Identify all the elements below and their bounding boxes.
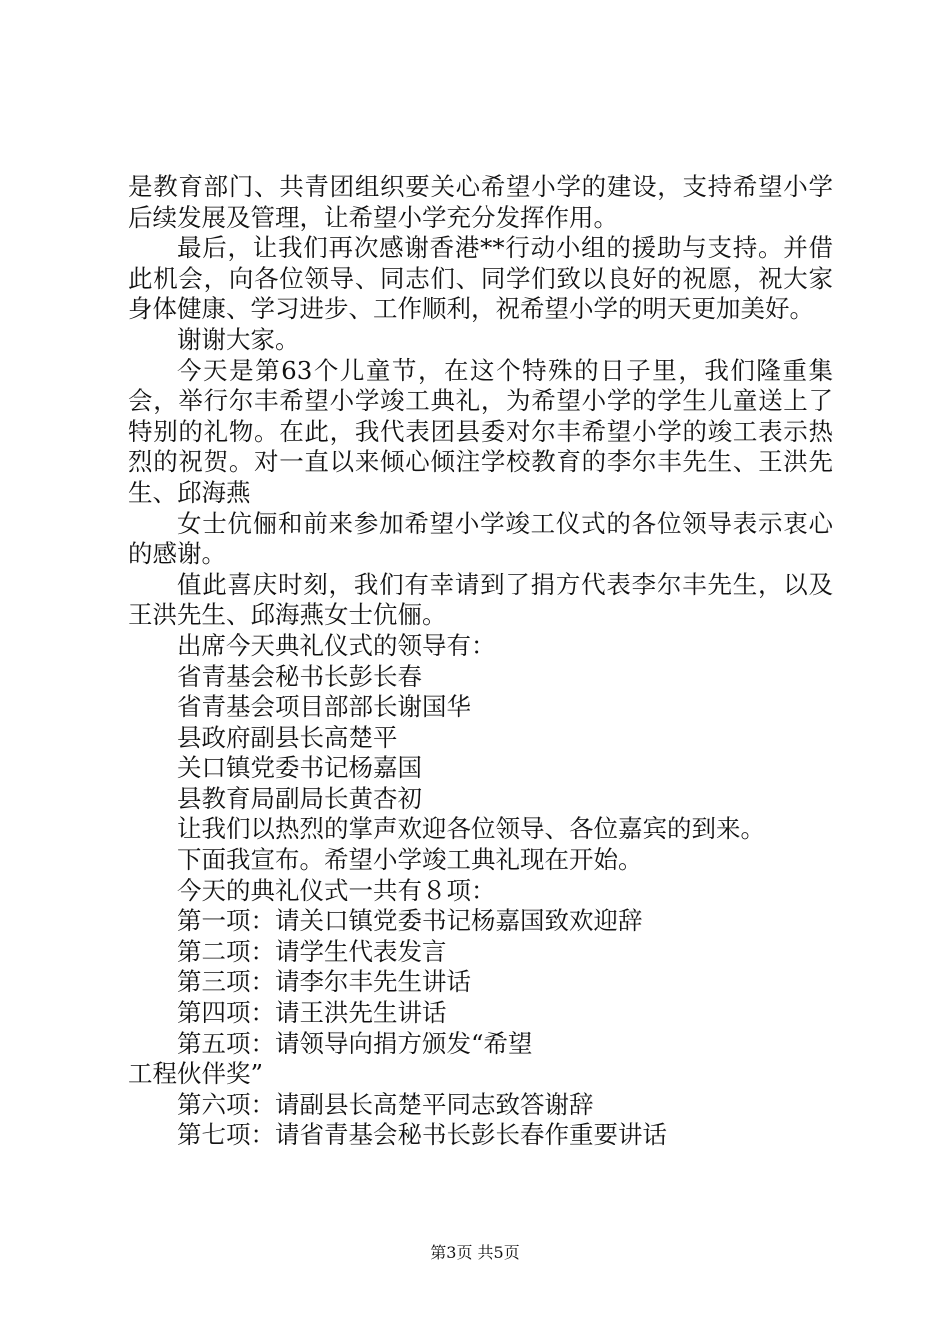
agenda-item: 第四项：请王洪先生讲话 [177, 998, 447, 1028]
agenda-item: 第六项：请副县长高楚平同志致答谢辞 [177, 1089, 594, 1119]
announcement-line: 下面我宣布。希望小学竣工典礼现在开始。 [177, 845, 643, 875]
agenda-item: 第一项：请关口镇党委书记杨嘉国致欢迎辞 [177, 906, 643, 936]
paragraph-opening: 今天是第63个儿童节，在这个特殊的日子里，我们隆重集会，举行尔丰希望小学竣工典礼，为希望小学的学生儿童送上了特别的礼物。在此，我代表团县委对尔丰希望小学的竣工表示热烈的祝贺。对一直以来倾心倾注学校教育的李尔丰先生、王洪先生、邱海燕 [128, 355, 833, 507]
leader-line: 关口镇党委书记杨嘉国 [177, 753, 422, 783]
leaders-intro-line: 出席今天典礼仪式的领导有： [177, 630, 496, 660]
page-footer: 第3页 共5页 [430, 1243, 520, 1262]
agenda-item: 第三项：请李尔丰先生讲话 [177, 967, 471, 997]
agenda-intro-line: 今天的典礼仪式一共有８项： [177, 875, 496, 905]
agenda-item-continuation: 工程伙伴奖” [128, 1059, 264, 1089]
paragraph-continued: 是教育部门、共青团组织要关心希望小学的建设，支持希望小学后续发展及管理，让希望小学充分发挥作用。 [128, 172, 833, 232]
leader-line: 省青基会项目部部长谢国华 [177, 692, 471, 722]
agenda-item: 第二项：请学生代表发言 [177, 936, 447, 966]
paragraph-gratitude: 女士伉俪和前来参加希望小学竣工仪式的各位领导表示衷心的感谢。 [128, 508, 833, 569]
leader-line: 县教育局副局长黄杏初 [177, 783, 422, 813]
leader-line: 省青基会秘书长彭长春 [177, 661, 422, 691]
document-body [128, 172, 833, 1151]
agenda-item: 第七项：请省青基会秘书长彭长春作重要讲话 [177, 1120, 667, 1150]
paragraph-thank-you: 谢谢大家。 [177, 324, 300, 354]
paragraph-closing-thanks: 最后，让我们再次感谢香港**行动小组的援助与支持。并借此机会，向各位领导、同志们、同学们致以良好的祝愿，祝大家身体健康、学习进步、工作顺利，祝希望小学的明天更加美好。 [128, 233, 833, 324]
paragraph-guests: 值此喜庆时刻，我们有幸请到了捐方代表李尔丰先生，以及王洪先生、邱海燕女士伉俪。 [128, 569, 833, 630]
agenda-item: 第五项：请领导向捐方颁发“希望 [177, 1028, 533, 1058]
welcome-line: 让我们以热烈的掌声欢迎各位领导、各位嘉宾的到来。 [177, 814, 765, 844]
leader-line: 县政府副县长高楚平 [177, 722, 398, 752]
